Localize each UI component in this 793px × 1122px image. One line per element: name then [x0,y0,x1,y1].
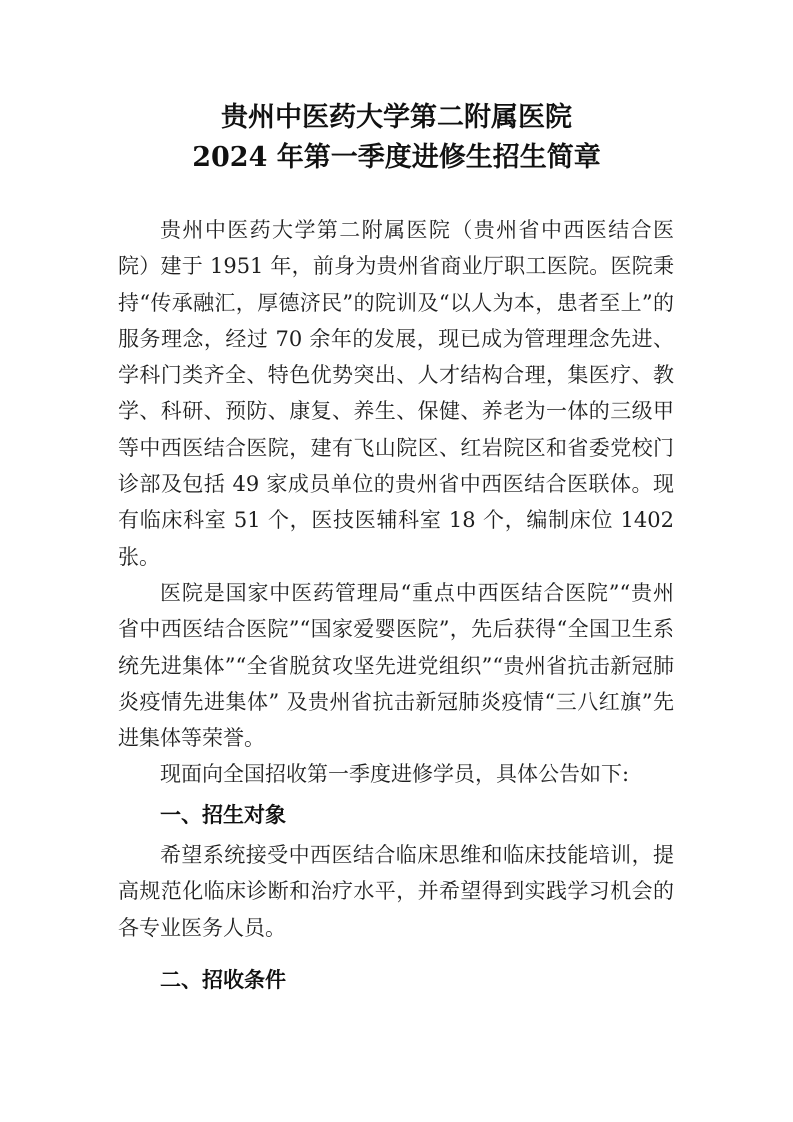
paragraph-announcement: 现面向全国招收第一季度进修学员，具体公告如下: [160,762,630,787]
document-body [118,212,674,998]
section-heading-recruitment-targets: 一、招生对象 [160,802,286,827]
paragraph-recruitment-targets: 希望系统接受中西医结合临床思维和临床技能培训，提高规范化临床诊断和治疗水平，并希望得到实践学习机会的各专业医务人员。 [118,843,674,940]
document-title-line2: 2024 年第一季度进修生招生简章 [192,142,601,173]
paragraph-hospital-intro: 贵州中医药大学第二附属医院（贵州省中西医结合医院）建于 1951 年，前身为贵州省商业厅职工医院。医院秉持“传承融汇，厚德济民”的院训及“以人为本，患者至上”的服务理念，经过 70 余年的发展，现已成为管理理念先进、学科门类齐全、特色优势突出、人才结构合理，集医疗、教学、科研、预防、康复、养生、保健、养老为一体的三级甲等中西医结合医院，建有飞山院区、红岩院区和省委党校门诊部及包括 49 家成员单位的贵州省中西医结合医联体。现有临床科室 51 个，医技医辅科室 18 个，编制床位 1402 张。 [118,218,674,569]
section-heading-admission-conditions: 二、招收条件 [160,967,286,992]
document-title-line1: 贵州中医药大学第二附属医院 [221,102,572,133]
paragraph-hospital-honors: 医院是国家中医药管理局“重点中西医结合医院”“贵州省中西医结合医院”“国家爱婴医院”，先后获得“全国卫生系统先进集体”“全省脱贫攻坚先进党组织”“贵州省抗击新冠肺炎疫情先进集体” 及贵州省抗击新冠肺炎疫情“三八红旗”先进集体等荣誉。 [118,580,674,751]
